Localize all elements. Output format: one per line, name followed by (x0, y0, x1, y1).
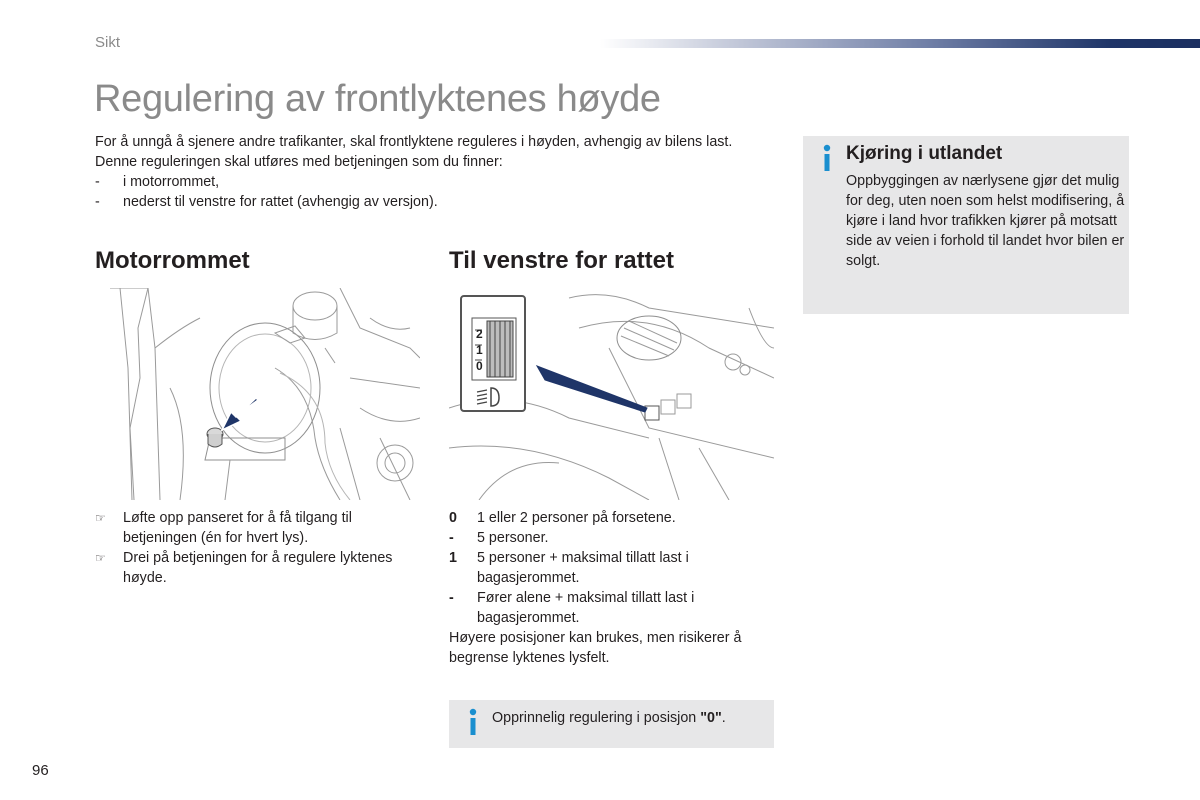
list-item-text: Løfte opp panseret for å få tilgang til betjeningen (én for hvert lys). (123, 510, 352, 546)
info-box-text: Oppbyggingen av nærlysene gjør det mulig for deg, uten noen som helst modifisering, å kjøre i land hvor trafikken kjører på motsatt side av veien i forhold til landet hvor bilen er solgt. (846, 173, 1125, 269)
motorrommet-steps (95, 508, 425, 588)
list-marker: - (95, 194, 100, 210)
pointing-hand-icon: ☞ (95, 511, 106, 525)
list-item (449, 588, 779, 628)
info-icon (462, 707, 484, 737)
info-box-original-setting (449, 700, 774, 748)
wheel-mark-0: 0 (476, 359, 483, 373)
list-item-text: Drei på betjeningen for å regulere lyktenes høyde. (123, 550, 393, 586)
list-item-text: Fører alene + maksimal tillatt last i bagasjerommet. (477, 590, 695, 626)
page-title: Regulering av frontlyktenes høyde (94, 78, 661, 120)
info-text (492, 710, 726, 726)
wheel-mark-2: 2 (476, 327, 483, 341)
list-item-text: nederst til venstre for rattet (avhengig av versjon). (123, 194, 438, 210)
wheel-mark-1: 1 (476, 343, 483, 357)
list-item (449, 548, 779, 588)
list-marker: - (95, 174, 100, 190)
position-marker: - (449, 590, 454, 606)
list-item-text: 5 personer + maksimal tillatt last i bagasjerommet. (477, 550, 689, 586)
note-text: Høyere posisjoner kan brukes, men risikerer å begrense lyktenes lysfelt. (449, 630, 742, 666)
intro-text (95, 132, 760, 212)
engine-bay-illustration (110, 288, 420, 500)
info-box-title: Kjøring i utlandet (846, 143, 1003, 164)
heading-motorrommet: Motorrommet (95, 247, 250, 274)
list-item (449, 508, 779, 528)
section-label: Sikt (95, 34, 121, 51)
list-item (449, 528, 779, 548)
position-list (449, 508, 779, 668)
list-item (95, 508, 425, 548)
heading-til-venstre-for-rattet: Til venstre for rattet (449, 247, 674, 274)
position-marker: - (449, 530, 454, 546)
info-text-suffix: . (721, 710, 726, 726)
intro-paragraph-1: For å unngå å sjenere andre trafikanter, skal frontlyktene reguleres i høyden, avhengig av bilens last. (95, 134, 733, 150)
list-item-text: 5 personer. (477, 530, 549, 546)
list-item-text: 1 eller 2 personer på forsetene. (477, 510, 676, 526)
intro-list-item (95, 192, 760, 212)
position-marker: 1 (449, 550, 457, 566)
info-icon (816, 143, 838, 173)
info-box-driving-abroad (803, 136, 1129, 314)
info-text-value: "0" (700, 710, 722, 726)
list-item-text: i motorrommet, (123, 174, 220, 190)
header-gradient-bar (600, 39, 1200, 48)
info-text-prefix: Opprinnelig regulering i posisjon (492, 710, 701, 726)
intro-list-item (95, 172, 760, 192)
position-marker: 0 (449, 510, 457, 526)
dashboard-illustration (449, 288, 774, 500)
intro-paragraph-2: Denne reguleringen skal utføres med betjeningen som du finner: (95, 154, 503, 170)
page-number: 96 (32, 762, 49, 779)
pointing-hand-icon: ☞ (95, 551, 106, 565)
list-item (95, 548, 425, 588)
